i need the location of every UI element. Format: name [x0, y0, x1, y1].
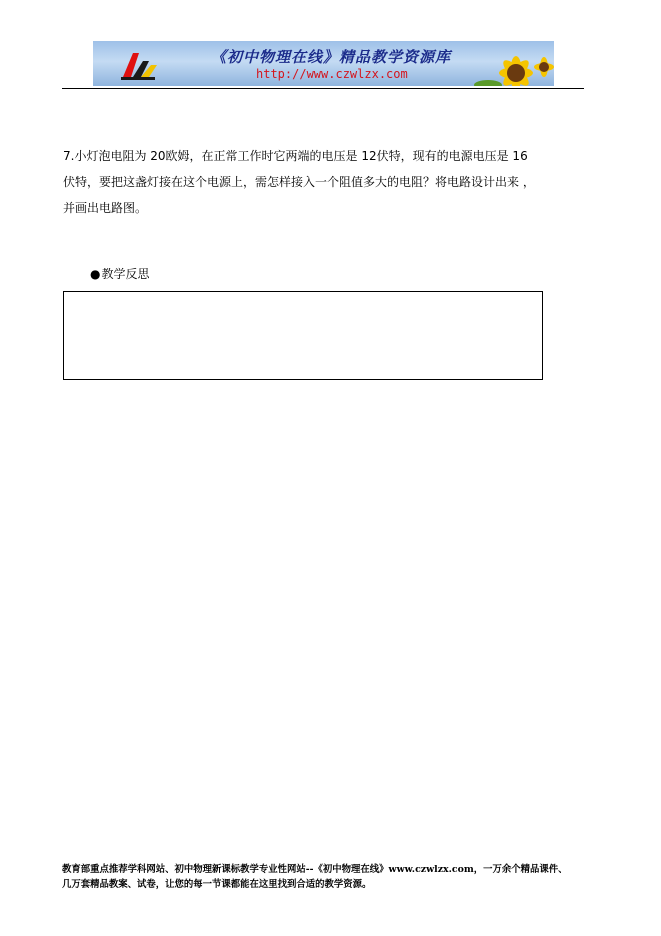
logo-icon: [117, 47, 159, 83]
page-footer: [62, 862, 592, 892]
banner-title: 《初中物理在线》精品教学资源库: [211, 48, 452, 66]
reflection-title: 教学反思: [101, 267, 150, 281]
footer-line: 教育部重点推荐学科网站、初中物理新课标教学专业性网站--《初中物理在线》www.czwlzx.com，一万余个精品课件、: [62, 864, 568, 875]
header-banner: [93, 41, 554, 86]
reflection-heading: [90, 266, 150, 282]
footer-line: 几万套精品教案、试卷，让您的每一节课都能在这里找到合适的教学资源。: [62, 879, 372, 890]
banner-url: http://www.czwlzx.com: [256, 67, 408, 81]
question-line: 7.小灯泡电阻为 20欧姆，在正常工作时它两端的电压是 12伏特，现有的电源电压是 16: [63, 149, 528, 163]
question-line: 并画出电路图。: [63, 201, 148, 215]
bullet-icon: ●: [90, 267, 101, 281]
question-line: 伏特，要把这盏灯接在这个电源上，需怎样接入一个阻值多大的电阻？将电路设计出来 ，: [63, 175, 535, 189]
sunflower-icon: [468, 47, 554, 86]
reflection-box[interactable]: [63, 291, 543, 380]
header-divider: [62, 88, 584, 89]
question-7: [63, 143, 583, 221]
